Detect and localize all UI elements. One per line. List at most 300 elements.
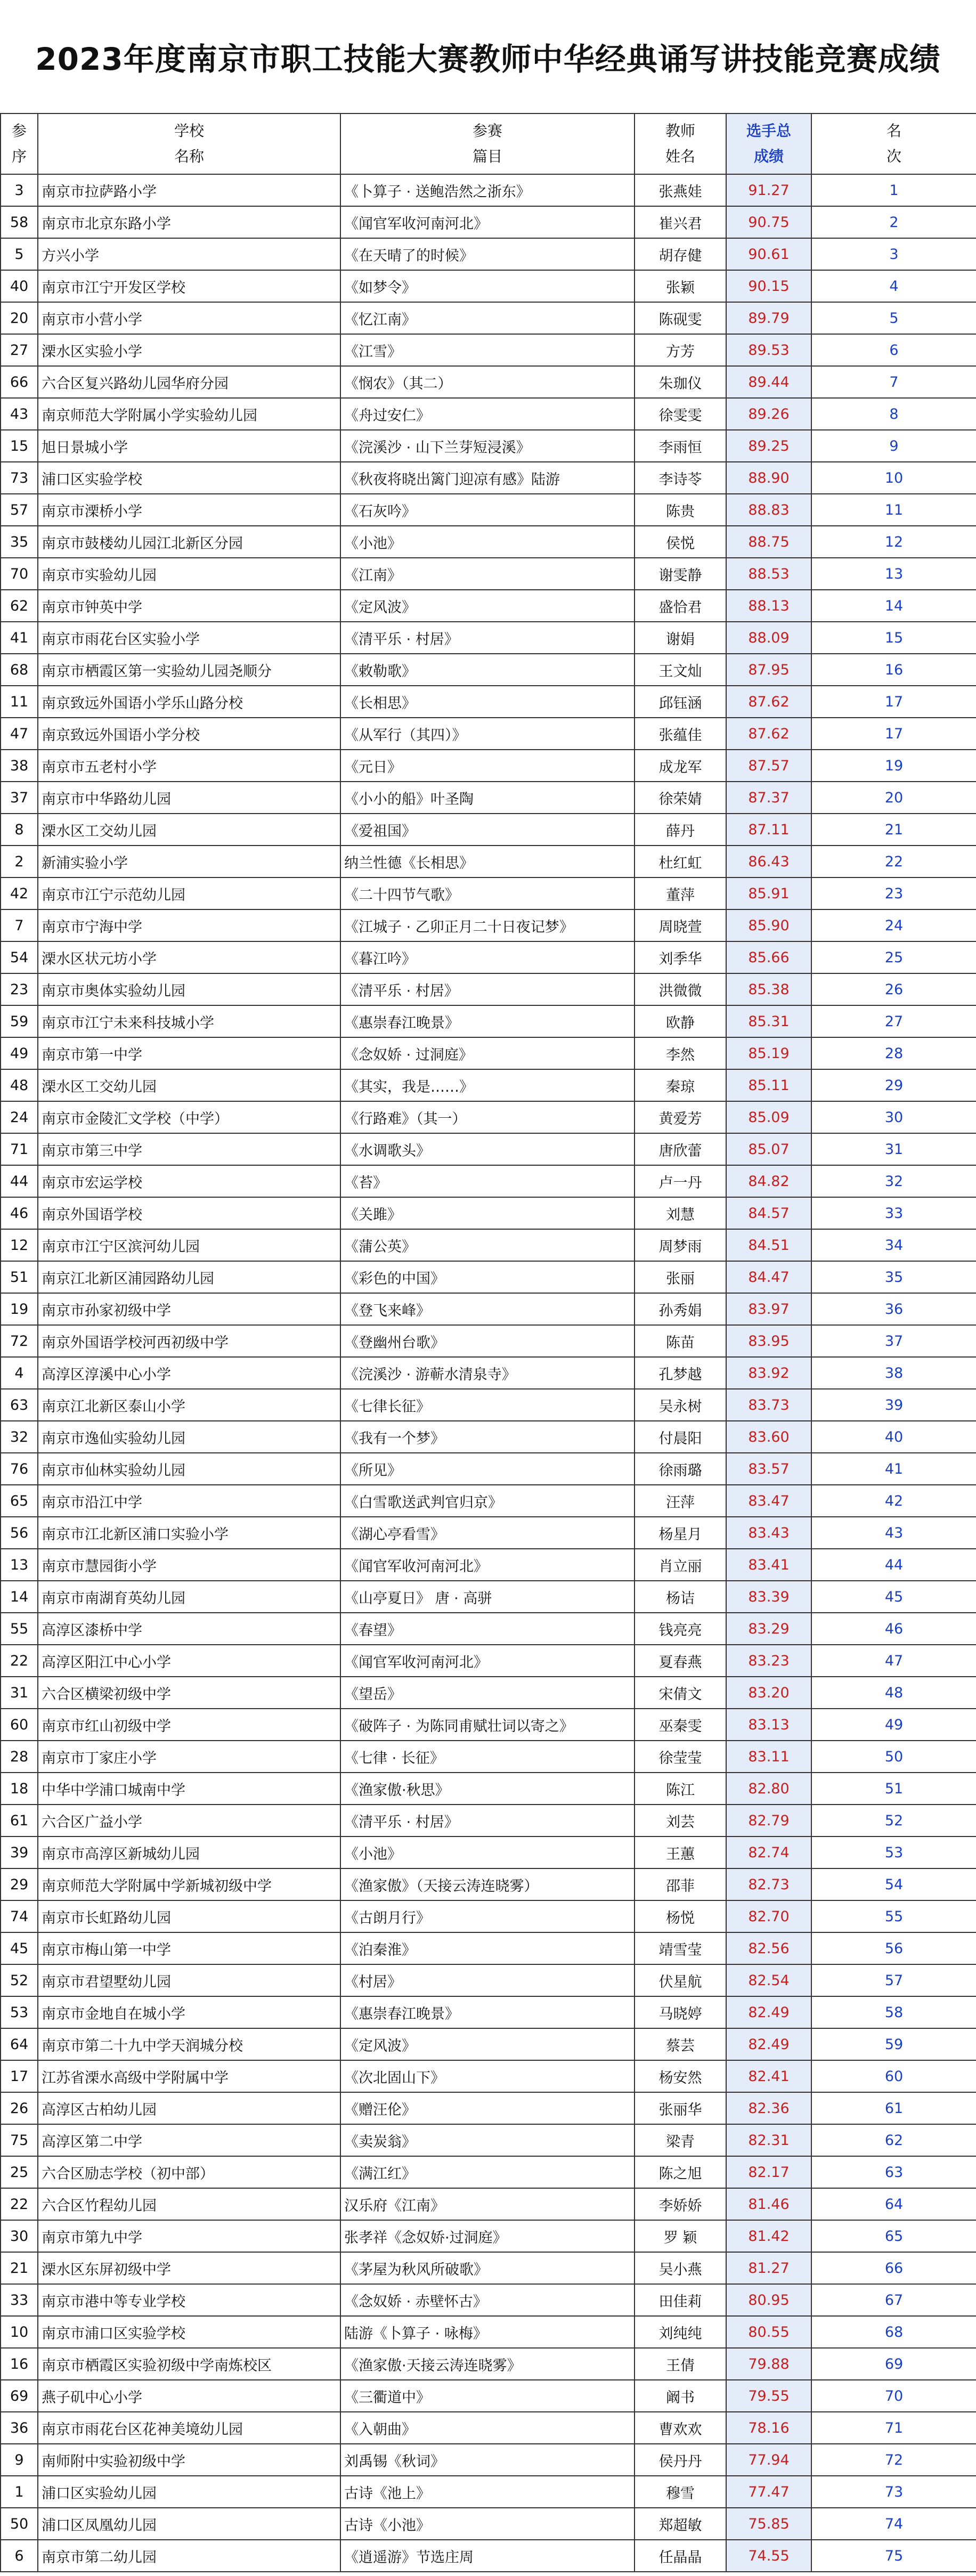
table-row (1, 1421, 976, 1453)
teacher-cell: 王文灿 (635, 654, 726, 686)
rank-cell: 70 (811, 2380, 976, 2412)
rank-cell: 17 (811, 718, 976, 750)
work-cell: 《满江红》 (340, 2156, 635, 2188)
work-cell: 《村居》 (340, 1964, 635, 1996)
work-cell: 《卖炭翁》 (340, 2124, 635, 2156)
work-cell: 陆游《卜算子 · 咏梅》 (340, 2316, 635, 2348)
rank-cell: 49 (811, 1709, 976, 1741)
table-row (1, 1868, 976, 1900)
seq-cell: 3 (1, 174, 38, 206)
work-cell: 《江雪》 (340, 334, 635, 366)
school-cell: 南京市逸仙实验幼儿园 (38, 1421, 340, 1453)
table-row (1, 1645, 976, 1677)
teacher-cell: 孙秀娟 (635, 1293, 726, 1325)
score-cell: 85.90 (726, 909, 811, 941)
teacher-cell: 宋倩文 (635, 1677, 726, 1709)
teacher-cell: 崔兴君 (635, 206, 726, 238)
work-cell: 《清平乐 · 村居》 (340, 622, 635, 654)
work-cell: 《逍遥游》节选庄周 (340, 2540, 635, 2572)
teacher-cell: 陈贵 (635, 494, 726, 526)
seq-cell: 16 (1, 2348, 38, 2380)
work-cell: 《渔家傲》（天接云涛连晓雾） (340, 1868, 635, 1900)
school-cell: 南京市雨花台区实验小学 (38, 622, 340, 654)
seq-cell: 21 (1, 2252, 38, 2284)
school-cell: 南京致远外国语小学分校 (38, 718, 340, 750)
score-cell: 74.55 (726, 2540, 811, 2572)
teacher-cell: 欧静 (635, 1005, 726, 1037)
work-cell: 《卜算子 · 送鲍浩然之浙东》 (340, 174, 635, 206)
table-row (1, 398, 976, 430)
score-cell: 81.46 (726, 2188, 811, 2220)
table-row (1, 2316, 976, 2348)
header-school-line1: 学校 (174, 122, 204, 140)
work-cell: 纳兰性德《长相思》 (340, 846, 635, 877)
work-cell: 《渔家傲·秋思》 (340, 1773, 635, 1805)
score-cell: 88.53 (726, 558, 811, 590)
score-cell: 82.49 (726, 1996, 811, 2028)
rank-cell: 7 (811, 366, 976, 398)
work-cell: 《悯农》（其二） (340, 366, 635, 398)
seq-cell: 30 (1, 2220, 38, 2252)
rank-cell: 24 (811, 909, 976, 941)
seq-cell: 50 (1, 2508, 38, 2540)
score-cell: 83.95 (726, 1325, 811, 1357)
page-title: 2023年度南京市职工技能大赛教师中华经典诵写讲技能竞赛成绩 (35, 41, 941, 77)
school-cell: 溧水区工交幼儿园 (38, 1069, 340, 1101)
rank-cell: 39 (811, 1389, 976, 1421)
school-cell: 南京市栖霞区实验初级中学南炼校区 (38, 2348, 340, 2380)
seq-cell: 31 (1, 1677, 38, 1709)
school-cell: 南京市雨花台区花神美境幼儿园 (38, 2412, 340, 2444)
header-score-line1: 选手总 (746, 122, 791, 140)
table-row (1, 1037, 976, 1069)
score-cell: 82.36 (726, 2092, 811, 2124)
score-cell: 89.53 (726, 334, 811, 366)
seq-cell: 46 (1, 1197, 38, 1229)
school-cell: 高淳区第二中学 (38, 2124, 340, 2156)
rank-cell: 72 (811, 2444, 976, 2476)
rank-cell: 52 (811, 1805, 976, 1836)
teacher-cell: 徐雨璐 (635, 1453, 726, 1485)
work-cell: 《二十四节气歌》 (340, 877, 635, 909)
rank-cell: 13 (811, 558, 976, 590)
teacher-cell: 李诗苓 (635, 462, 726, 494)
score-cell: 82.79 (726, 1805, 811, 1836)
table-row (1, 1069, 976, 1101)
school-cell: 南京市奥体实验幼儿园 (38, 973, 340, 1005)
work-cell: 《惠崇春江晚景》 (340, 1996, 635, 2028)
seq-cell: 37 (1, 782, 38, 814)
table-row (1, 206, 976, 238)
seq-cell: 60 (1, 1709, 38, 1741)
school-cell: 南京市第一中学 (38, 1037, 340, 1069)
seq-cell: 70 (1, 558, 38, 590)
teacher-cell: 蔡芸 (635, 2028, 726, 2060)
table-row (1, 1229, 976, 1261)
header-rank (811, 113, 976, 174)
table-row (1, 1709, 976, 1741)
rank-cell: 38 (811, 1357, 976, 1389)
score-cell: 83.97 (726, 1293, 811, 1325)
table-header (1, 113, 976, 174)
seq-cell: 44 (1, 1165, 38, 1197)
seq-cell: 55 (1, 1613, 38, 1645)
school-cell: 浦口区凤凰幼儿园 (38, 2508, 340, 2540)
seq-cell: 25 (1, 2156, 38, 2188)
school-cell: 旭日景城小学 (38, 430, 340, 462)
rank-cell: 35 (811, 1261, 976, 1293)
school-cell: 溧水区东屏初级中学 (38, 2252, 340, 2284)
work-cell: 《登飞来峰》 (340, 1293, 635, 1325)
work-cell: 《如梦令》 (340, 270, 635, 302)
seq-cell: 47 (1, 718, 38, 750)
school-cell: 南师附中实验初级中学 (38, 2444, 340, 2476)
teacher-cell: 张丽华 (635, 2092, 726, 2124)
score-cell: 87.57 (726, 750, 811, 782)
rank-cell: 44 (811, 1549, 976, 1581)
seq-cell: 75 (1, 2124, 38, 2156)
work-cell: 《登幽州台歌》 (340, 1325, 635, 1357)
score-cell: 91.27 (726, 174, 811, 206)
teacher-cell: 薛丹 (635, 814, 726, 846)
work-cell: 《其实，我是……》 (340, 1069, 635, 1101)
work-cell: 《定风波》 (340, 2028, 635, 2060)
score-cell: 82.54 (726, 1964, 811, 1996)
work-cell: 《我有一个梦》 (340, 1421, 635, 1453)
teacher-cell: 邱钰涵 (635, 686, 726, 718)
teacher-cell: 刘芸 (635, 1805, 726, 1836)
rank-cell: 63 (811, 2156, 976, 2188)
school-cell: 高淳区淳溪中心小学 (38, 1357, 340, 1389)
school-cell: 溧水区状元坊小学 (38, 941, 340, 973)
school-cell: 江苏省溧水高级中学附属中学 (38, 2060, 340, 2092)
table-row (1, 2156, 976, 2188)
score-cell: 85.31 (726, 1005, 811, 1037)
rank-cell: 45 (811, 1581, 976, 1613)
teacher-cell: 董萍 (635, 877, 726, 909)
work-cell: 《念奴娇 · 过洞庭》 (340, 1037, 635, 1069)
school-cell: 六合区复兴路幼儿园华府分园 (38, 366, 340, 398)
work-cell: 《在天晴了的时候》 (340, 238, 635, 270)
school-cell: 南京江北新区浦园路幼儿园 (38, 1261, 340, 1293)
seq-cell: 57 (1, 494, 38, 526)
school-cell: 南京市丁家庄小学 (38, 1741, 340, 1773)
rank-cell: 25 (811, 941, 976, 973)
work-cell: 《彩色的中国》 (340, 1261, 635, 1293)
work-cell: 《念奴娇 · 赤壁怀古》 (340, 2284, 635, 2316)
school-cell: 南京市五老村小学 (38, 750, 340, 782)
table-row (1, 174, 976, 206)
table-row (1, 814, 976, 846)
teacher-cell: 杨诘 (635, 1581, 726, 1613)
rank-cell: 19 (811, 750, 976, 782)
rank-cell: 61 (811, 2092, 976, 2124)
school-cell: 南京市梅山第一中学 (38, 1932, 340, 1964)
rank-cell: 5 (811, 302, 976, 334)
school-cell: 南京江北新区泰山小学 (38, 1389, 340, 1421)
header-seq (1, 113, 38, 174)
work-cell: 刘禹锡《秋词》 (340, 2444, 635, 2476)
score-cell: 88.09 (726, 622, 811, 654)
rank-cell: 68 (811, 2316, 976, 2348)
teacher-cell: 张颖 (635, 270, 726, 302)
work-cell: 《渔家傲·天接云涛连晓雾》 (340, 2348, 635, 2380)
teacher-cell: 陈江 (635, 1773, 726, 1805)
work-cell: 《闻官军收河南河北》 (340, 206, 635, 238)
score-cell: 90.15 (726, 270, 811, 302)
work-cell: 《定风波》 (340, 590, 635, 622)
seq-cell: 12 (1, 1229, 38, 1261)
title-band (0, 0, 976, 113)
score-cell: 82.73 (726, 1868, 811, 1900)
teacher-cell: 刘纯纯 (635, 2316, 726, 2348)
school-cell: 南京市鼓楼幼儿园江北新区分园 (38, 526, 340, 558)
school-cell: 浦口区实验学校 (38, 462, 340, 494)
header-seq-line2: 序 (11, 148, 27, 165)
teacher-cell: 成龙军 (635, 750, 726, 782)
seq-cell: 28 (1, 1741, 38, 1773)
school-cell: 南京市江宁开发区学校 (38, 270, 340, 302)
seq-cell: 42 (1, 877, 38, 909)
table-row (1, 1261, 976, 1293)
score-cell: 83.23 (726, 1645, 811, 1677)
work-cell: 《水调歌头》 (340, 1133, 635, 1165)
school-cell: 南京市港中等专业学校 (38, 2284, 340, 2316)
school-cell: 六合区横梁初级中学 (38, 1677, 340, 1709)
teacher-cell: 黄爱芳 (635, 1101, 726, 1133)
rank-cell: 48 (811, 1677, 976, 1709)
seq-cell: 53 (1, 1996, 38, 2028)
seq-cell: 59 (1, 1005, 38, 1037)
score-cell: 82.56 (726, 1932, 811, 1964)
table-row (1, 1773, 976, 1805)
score-cell: 83.43 (726, 1517, 811, 1549)
seq-cell: 29 (1, 1868, 38, 1900)
work-cell: 《清平乐 · 村居》 (340, 973, 635, 1005)
school-cell: 南京市栖霞区第一实验幼儿园尧顺分 (38, 654, 340, 686)
work-cell: 《秋夜将晓出篱门迎凉有感》陆游 (340, 462, 635, 494)
work-cell: 《小池》 (340, 1836, 635, 1868)
table-row (1, 718, 976, 750)
seq-cell: 74 (1, 1900, 38, 1932)
teacher-cell: 秦琼 (635, 1069, 726, 1101)
teacher-cell: 孔梦越 (635, 1357, 726, 1389)
teacher-cell: 梁青 (635, 2124, 726, 2156)
work-cell: 《清平乐 · 村居》 (340, 1805, 635, 1836)
teacher-cell: 卢一丹 (635, 1165, 726, 1197)
score-cell: 82.31 (726, 2124, 811, 2156)
seq-cell: 14 (1, 1581, 38, 1613)
score-cell: 84.51 (726, 1229, 811, 1261)
teacher-cell: 张燕娃 (635, 174, 726, 206)
score-cell: 77.47 (726, 2476, 811, 2508)
school-cell: 南京市南湖育英幼儿园 (38, 1581, 340, 1613)
seq-cell: 27 (1, 334, 38, 366)
rank-cell: 57 (811, 1964, 976, 1996)
teacher-cell: 曹欢欢 (635, 2412, 726, 2444)
score-cell: 79.55 (726, 2380, 811, 2412)
work-cell: 《七律长征》 (340, 1389, 635, 1421)
score-cell: 83.73 (726, 1389, 811, 1421)
rank-cell: 30 (811, 1101, 976, 1133)
school-cell: 南京市宏运学校 (38, 1165, 340, 1197)
seq-cell: 5 (1, 238, 38, 270)
table-row (1, 2508, 976, 2540)
teacher-cell: 徐雯雯 (635, 398, 726, 430)
rank-cell: 16 (811, 654, 976, 686)
school-cell: 南京市金地自在城小学 (38, 1996, 340, 2028)
school-cell: 南京市金陵汇文学校（中学） (38, 1101, 340, 1133)
table-row (1, 973, 976, 1005)
rank-cell: 2 (811, 206, 976, 238)
work-cell: 《泊秦淮》 (340, 1932, 635, 1964)
work-cell: 《白雪歌送武判官归京》 (340, 1485, 635, 1517)
seq-cell: 20 (1, 302, 38, 334)
seq-cell: 1 (1, 2476, 38, 2508)
rank-cell: 41 (811, 1453, 976, 1485)
table-row (1, 238, 976, 270)
school-cell: 溧水区工交幼儿园 (38, 814, 340, 846)
table-row (1, 1805, 976, 1836)
work-cell: 古诗《小池》 (340, 2508, 635, 2540)
table-row (1, 2412, 976, 2444)
seq-cell: 69 (1, 2380, 38, 2412)
rank-cell: 55 (811, 1900, 976, 1932)
table-row (1, 1133, 976, 1165)
table-row (1, 1005, 976, 1037)
rank-cell: 71 (811, 2412, 976, 2444)
table-row (1, 2220, 976, 2252)
seq-cell: 58 (1, 206, 38, 238)
seq-cell: 22 (1, 2188, 38, 2220)
teacher-cell: 刘季华 (635, 941, 726, 973)
teacher-cell: 谢娟 (635, 622, 726, 654)
seq-cell: 38 (1, 750, 38, 782)
teacher-cell: 刘慧 (635, 1197, 726, 1229)
rank-cell: 50 (811, 1741, 976, 1773)
seq-cell: 52 (1, 1964, 38, 1996)
school-cell: 南京市仙林实验幼儿园 (38, 1453, 340, 1485)
school-cell: 溧水区实验小学 (38, 334, 340, 366)
table-row (1, 750, 976, 782)
score-cell: 88.90 (726, 462, 811, 494)
work-cell: 《暮江吟》 (340, 941, 635, 973)
teacher-cell: 汪萍 (635, 1485, 726, 1517)
table-row (1, 1325, 976, 1357)
score-cell: 83.92 (726, 1357, 811, 1389)
rank-cell: 21 (811, 814, 976, 846)
rank-cell: 14 (811, 590, 976, 622)
score-cell: 79.88 (726, 2348, 811, 2380)
teacher-cell: 肖立丽 (635, 1549, 726, 1581)
teacher-cell: 陈之旭 (635, 2156, 726, 2188)
school-cell: 南京外国语学校河西初级中学 (38, 1325, 340, 1357)
table-row (1, 941, 976, 973)
table-row (1, 846, 976, 877)
school-cell: 南京市红山初级中学 (38, 1709, 340, 1741)
work-cell: 《小小的船》叶圣陶 (340, 782, 635, 814)
work-cell: 《浣溪沙 · 山下兰芽短浸溪》 (340, 430, 635, 462)
score-cell: 90.61 (726, 238, 811, 270)
rank-cell: 40 (811, 1421, 976, 1453)
rank-cell: 36 (811, 1293, 976, 1325)
seq-cell: 39 (1, 1836, 38, 1868)
teacher-cell: 朱珈仪 (635, 366, 726, 398)
work-cell: 《惠崇春江晚景》 (340, 1005, 635, 1037)
seq-cell: 49 (1, 1037, 38, 1069)
work-cell: 《石灰吟》 (340, 494, 635, 526)
school-cell: 南京师范大学附属小学实验幼儿园 (38, 398, 340, 430)
work-cell: 古诗《池上》 (340, 2476, 635, 2508)
rank-cell: 54 (811, 1868, 976, 1900)
school-cell: 六合区竹程幼儿园 (38, 2188, 340, 2220)
school-cell: 方兴小学 (38, 238, 340, 270)
rank-cell: 11 (811, 494, 976, 526)
header-teacher-line1: 教师 (665, 122, 695, 140)
table-row (1, 430, 976, 462)
table-row (1, 622, 976, 654)
table-row (1, 686, 976, 718)
score-cell: 84.82 (726, 1165, 811, 1197)
teacher-cell: 陈砚雯 (635, 302, 726, 334)
seq-cell: 68 (1, 654, 38, 686)
rank-cell: 64 (811, 2188, 976, 2220)
rank-cell: 66 (811, 2252, 976, 2284)
seq-cell: 62 (1, 590, 38, 622)
score-cell: 77.94 (726, 2444, 811, 2476)
teacher-cell: 杨星月 (635, 1517, 726, 1549)
teacher-cell: 周晓萱 (635, 909, 726, 941)
rank-cell: 42 (811, 1485, 976, 1517)
teacher-cell: 胡存健 (635, 238, 726, 270)
header-seq-line1: 参 (11, 122, 27, 140)
table-row (1, 2476, 976, 2508)
rank-cell: 23 (811, 877, 976, 909)
table-row (1, 1613, 976, 1645)
table-row (1, 1741, 976, 1773)
school-cell: 南京市宁海中学 (38, 909, 340, 941)
work-cell: 《浣溪沙 · 游蕲水清泉寺》 (340, 1357, 635, 1389)
table-row (1, 2252, 976, 2284)
work-cell: 《湖心亭看雪》 (340, 1517, 635, 1549)
score-cell: 85.19 (726, 1037, 811, 1069)
table-row (1, 2540, 976, 2572)
school-cell: 南京市江宁示范幼儿园 (38, 877, 340, 909)
rank-cell: 3 (811, 238, 976, 270)
seq-cell: 63 (1, 1389, 38, 1421)
seq-cell: 24 (1, 1101, 38, 1133)
teacher-cell: 任晶晶 (635, 2540, 726, 2572)
seq-cell: 71 (1, 1133, 38, 1165)
seq-cell: 10 (1, 2316, 38, 2348)
score-cell: 83.13 (726, 1709, 811, 1741)
score-cell: 83.29 (726, 1613, 811, 1645)
score-cell: 82.74 (726, 1836, 811, 1868)
teacher-cell: 伏星航 (635, 1964, 726, 1996)
table-row (1, 877, 976, 909)
seq-cell: 13 (1, 1549, 38, 1581)
seq-cell: 33 (1, 2284, 38, 2316)
school-cell: 南京市溧桥小学 (38, 494, 340, 526)
school-cell: 南京市第九中学 (38, 2220, 340, 2252)
work-cell: 《江南》 (340, 558, 635, 590)
score-cell: 83.11 (726, 1741, 811, 1773)
score-cell: 87.62 (726, 718, 811, 750)
rank-cell: 9 (811, 430, 976, 462)
school-cell: 高淳区古柏幼儿园 (38, 2092, 340, 2124)
header-score (726, 113, 811, 174)
seq-cell: 41 (1, 622, 38, 654)
